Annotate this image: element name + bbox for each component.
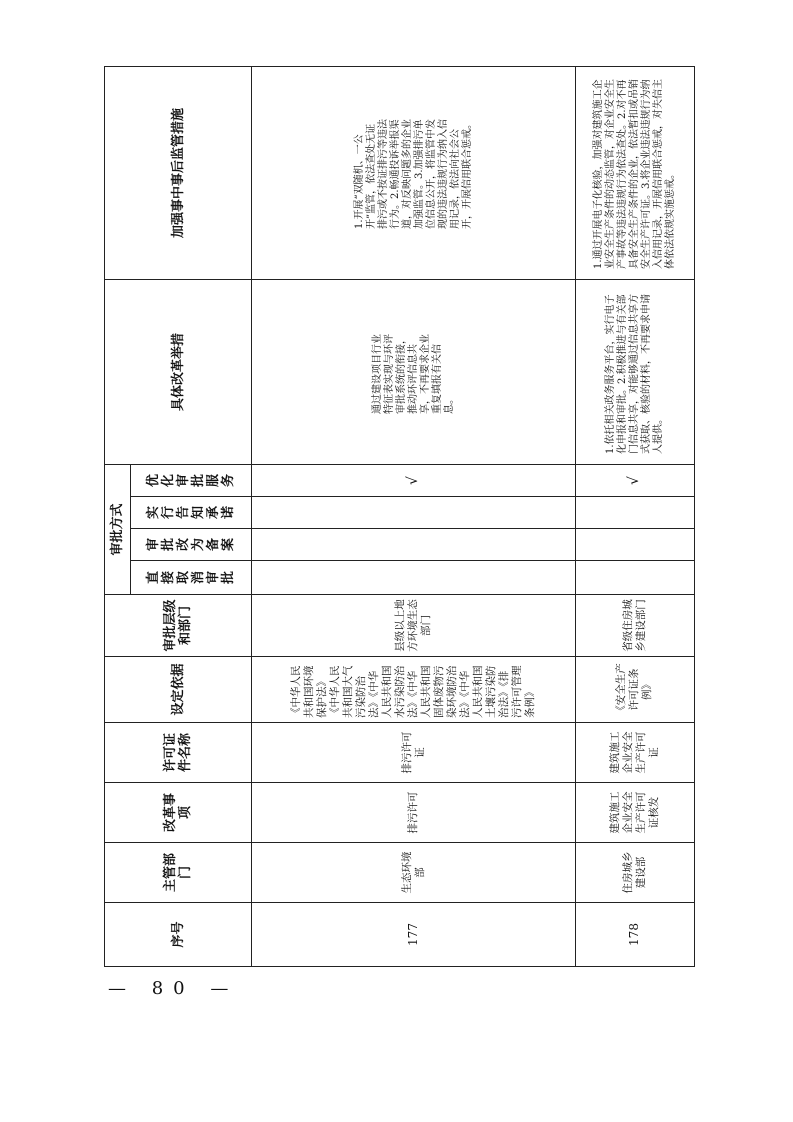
row-supervision: 1.开展“双随机、一公开”监管，依法查处无证排污或不按证排污等违法行为。2.畅通投诉举报渠道，对反映问题多的企业加强监管。3.加强排污单位信息公开，将监管中发现的违法违规行为纳入信用记录，依法向社会公开，开展信用联合惩戒。 xyxy=(252,66,575,279)
row-level: 省级住房城乡建设部门 xyxy=(575,595,694,657)
row-dept: 生态环境部 xyxy=(252,843,575,903)
row-measures: 1.依托相关政务服务平台，实行电子化申报和审批。2.积极推进与有关部门信息共享，对能够通过信息共享方式获取、核验的材料，不再要求申请人提供。 xyxy=(575,279,694,464)
header-method-commit: 实行告知承诺 xyxy=(130,497,252,529)
reform-items-table xyxy=(104,66,695,967)
header-measures: 具体改革举措 xyxy=(105,279,252,464)
row-supervision: 1.通过开展电子化核验，加强对建筑施工企业安全生产条件的动态监管，对企业安全生产事故等违法违规行为依法查处。2.对不再具备安全生产条件的企业，依法暂扣或吊销安全生产许可证。3.将企业违法违规行为纳入信用记录，开展信用联合惩戒，对失信主体依法依规实施惩戒。 xyxy=(575,66,694,279)
page-number: — 80 — xyxy=(108,978,239,999)
row-basis: 《安全生产许可证条例》 xyxy=(575,657,694,723)
header-method-cancel: 直接取消审批 xyxy=(130,561,252,595)
row-method-commit xyxy=(252,497,575,529)
row-license: 建筑施工企业安全生产许可证 xyxy=(575,723,694,783)
row-method-optimize-check: √ xyxy=(575,464,694,496)
row-seq: 178 xyxy=(575,903,694,967)
row-method-optimize-check: √ xyxy=(252,464,575,496)
header-method-optimize: 优化审批服务 xyxy=(130,464,252,496)
row-method-cancel xyxy=(575,561,694,595)
header-row-1 xyxy=(105,66,131,966)
header-license: 许可证件名称 xyxy=(105,723,252,783)
row-method-record xyxy=(575,529,694,561)
row-item: 建筑施工企业安全生产许可证核发 xyxy=(575,783,694,843)
table-row xyxy=(575,66,694,966)
header-level: 审批层级和部门 xyxy=(105,595,252,657)
header-supervision: 加强事中事后监管措施 xyxy=(105,66,252,279)
row-method-cancel xyxy=(252,561,575,595)
row-basis: 《中华人民共和国环境保护法》《中华人民共和国大气污染防治法》《中华人民共和国水污染防治法》《中华人民共和国固体废物污染环境防治法》《中华人民共和国土壤污染防治法》《排污许可管理条例》 xyxy=(252,657,575,723)
row-level: 县级以上地方环境生态部门 xyxy=(252,595,575,657)
row-license: 排污许可证 xyxy=(252,723,575,783)
row-measures: 通过建设项目行业特征表实现与环评审批系统的衔接，推动环评信息共享，不再要求企业重复填报有关信息。 xyxy=(252,279,575,464)
row-method-record xyxy=(252,529,575,561)
rotated-table-wrapper xyxy=(104,78,695,967)
header-seq: 序号 xyxy=(105,903,252,967)
row-dept: 住房城乡建设部 xyxy=(575,843,694,903)
row-method-commit xyxy=(575,497,694,529)
header-method-record: 审批改为备案 xyxy=(130,529,252,561)
row-item: 排污许可 xyxy=(252,783,575,843)
header-dept: 主管部门 xyxy=(105,843,252,903)
table-row xyxy=(252,66,575,966)
header-item: 改革事项 xyxy=(105,783,252,843)
header-basis: 设定依据 xyxy=(105,657,252,723)
row-seq: 177 xyxy=(252,903,575,967)
header-method: 审批方式 xyxy=(105,464,131,594)
